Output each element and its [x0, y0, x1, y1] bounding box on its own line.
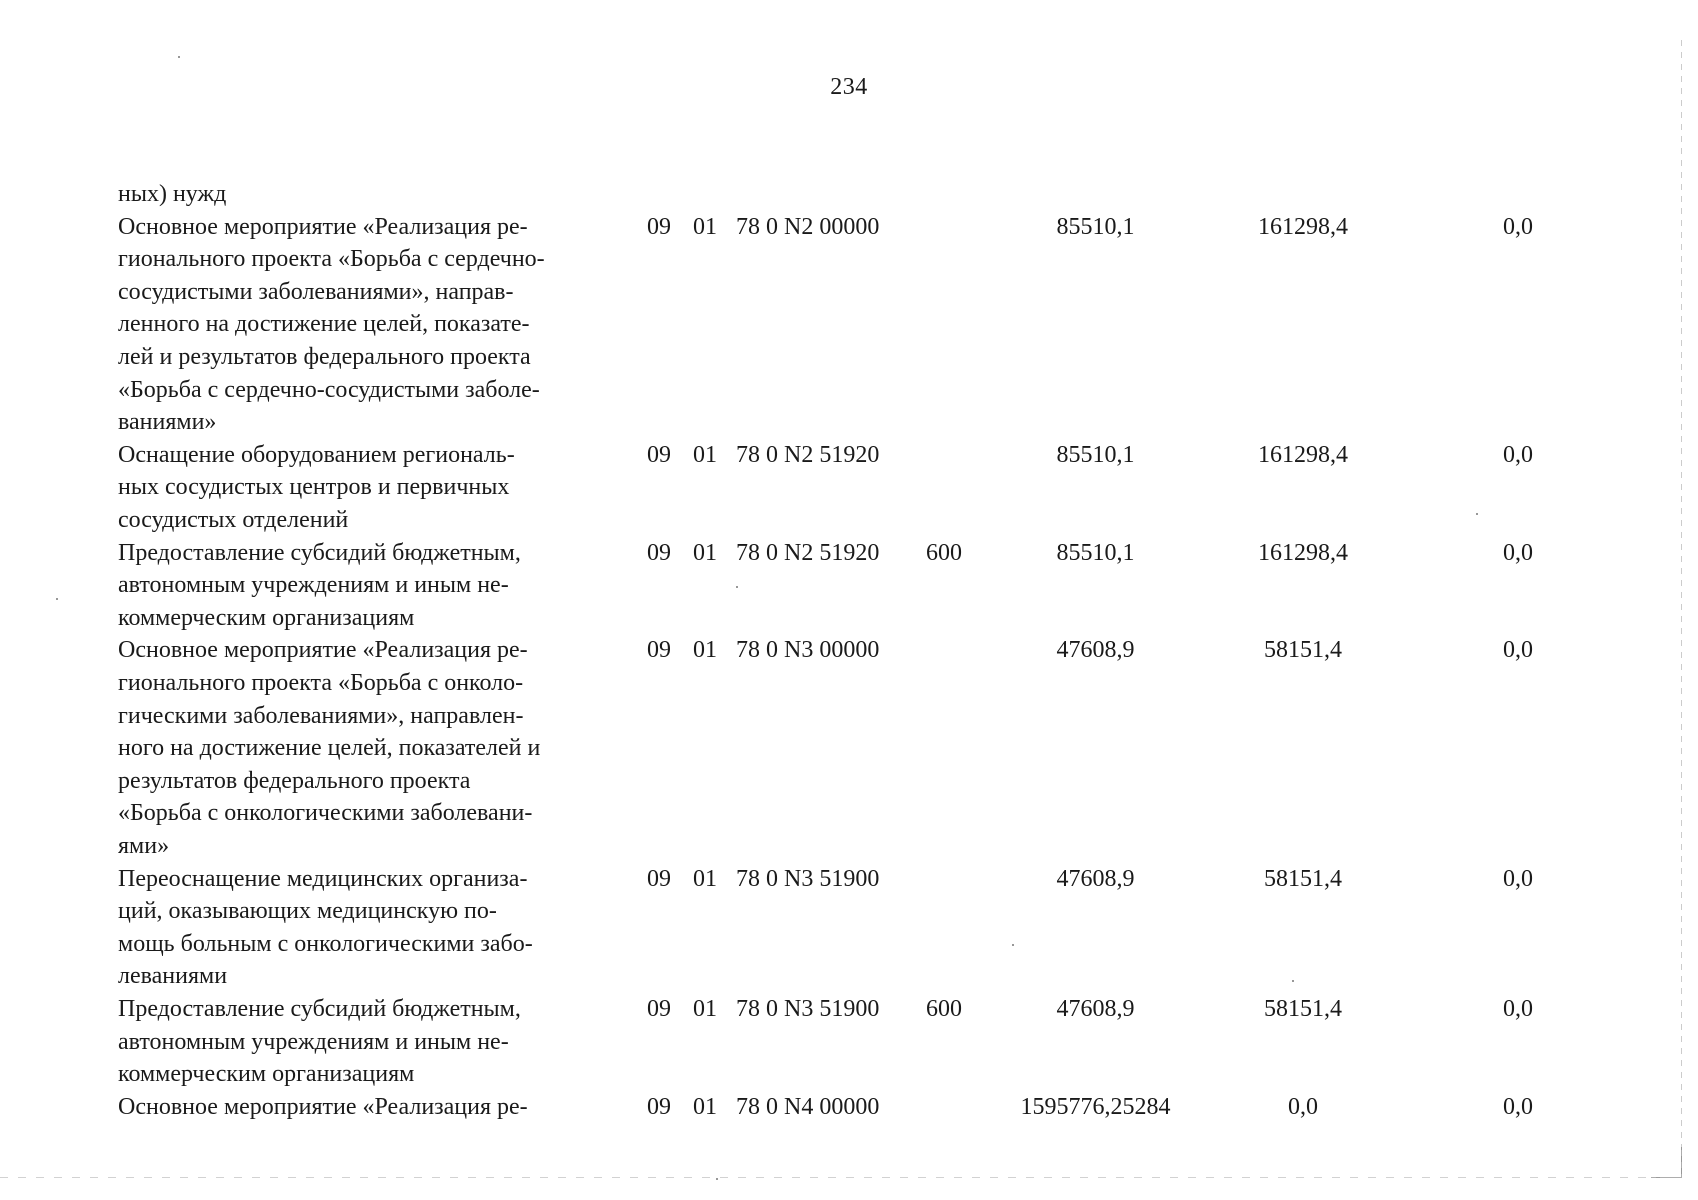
row-description — [118, 863, 626, 993]
amount-year-2: 58151,4 — [1264, 865, 1342, 892]
section-code: 09 — [647, 1093, 671, 1120]
scan-speck — [1292, 980, 1294, 982]
scan-corner-mark — [1651, 1147, 1682, 1178]
description-line: сосудистых отделений — [118, 506, 349, 533]
section-code: 09 — [647, 213, 671, 240]
description-line: Предоставление субсидий бюджетным, — [118, 996, 521, 1022]
amount-year-1: 47608,9 — [1056, 637, 1135, 664]
scan-speck — [178, 56, 180, 58]
description-line: гическими заболеваниями», направлен- — [118, 702, 524, 729]
amount-year-3: 0,0 — [1503, 441, 1533, 468]
amount-year-2: 0,0 — [1288, 1093, 1318, 1120]
amount-year-3: 0,0 — [1503, 1093, 1533, 1120]
description-line: леваниями — [118, 963, 228, 990]
scan-speck — [716, 1178, 718, 1180]
description-line: «Борьба с сердечно-сосудистыми заболе- — [118, 376, 540, 403]
target-article-code: 78 0 N2 51920 — [736, 441, 880, 468]
amount-year-2: 58151,4 — [1264, 637, 1342, 664]
description-line: лей и результатов федерального проекта — [118, 343, 531, 370]
description-line: результатов федерального проекта — [118, 767, 471, 794]
description-line: ных сосудистых центров и первичных — [118, 474, 510, 501]
description-line: ций, оказывающих медицинскую по- — [118, 898, 497, 925]
row-description — [118, 1091, 626, 1124]
description-line: Основное мероприятие «Реализация ре- — [118, 1093, 528, 1120]
target-article-code: 78 0 N4 00000 — [736, 1093, 880, 1120]
amount-year-2: 161298,4 — [1258, 213, 1348, 240]
row-description — [118, 178, 626, 211]
description-line: Предоставление субсидий бюджетным, — [118, 539, 521, 566]
description-line: Переоснащение медицинских организа- — [118, 865, 528, 892]
description-line: ных) нужд — [118, 181, 227, 207]
amount-year-2: 58151,4 — [1264, 996, 1342, 1022]
subsection-code: 01 — [693, 865, 717, 892]
amount-year-3: 0,0 — [1503, 539, 1533, 566]
amount-year-1: 85510,1 — [1056, 441, 1135, 468]
section-code: 09 — [647, 441, 671, 468]
scan-speck — [1476, 513, 1478, 515]
amount-year-3: 0,0 — [1503, 865, 1533, 892]
section-code: 09 — [647, 637, 671, 664]
amount-year-1: 85510,1 — [1056, 539, 1135, 566]
page-number: 234 — [830, 74, 868, 100]
amount-year-3: 0,0 — [1503, 213, 1533, 240]
description-line: гионального проекта «Борьба с онколо- — [118, 669, 524, 696]
subsection-code: 01 — [693, 213, 717, 240]
target-article-code: 78 0 N3 51900 — [736, 996, 880, 1022]
target-article-code: 78 0 N2 51920 — [736, 539, 880, 566]
section-code: 09 — [647, 996, 671, 1022]
description-line: автономным учреждениям и иным не- — [118, 572, 509, 599]
amount-year-3: 0,0 — [1503, 996, 1533, 1022]
section-code: 09 — [647, 865, 671, 892]
description-line: «Борьба с онкологическими заболевани- — [118, 800, 533, 827]
expense-type-code: 600 — [926, 996, 962, 1022]
row-description — [118, 993, 626, 1091]
amount-year-1: 47608,9 — [1056, 865, 1135, 892]
target-article-code: 78 0 N3 51900 — [736, 865, 880, 892]
description-line: ленного на достижение целей, показате- — [118, 311, 530, 338]
description-line: гионального проекта «Борьба с сердечно- — [118, 246, 545, 273]
row-description — [118, 634, 626, 862]
description-line: ями» — [118, 832, 170, 859]
section-code: 09 — [647, 539, 671, 566]
row-description — [118, 537, 626, 635]
description-line: коммерческим организациям — [118, 1061, 415, 1088]
target-article-code: 78 0 N3 00000 — [736, 637, 880, 664]
description-line: сосудистыми заболеваниями», направ- — [118, 278, 514, 305]
amount-year-3: 0,0 — [1503, 637, 1533, 664]
description-line: Основное мероприятие «Реализация ре- — [118, 213, 528, 240]
scan-edge-right — [1681, 40, 1682, 1180]
amount-year-2: 161298,4 — [1258, 441, 1348, 468]
expense-type-code: 600 — [926, 539, 962, 566]
description-line: коммерческим организациям — [118, 604, 415, 631]
amount-year-1: 47608,9 — [1056, 996, 1135, 1022]
description-line: автономным учреждениям и иным не- — [118, 1028, 509, 1055]
row-description — [118, 211, 626, 439]
subsection-code: 01 — [693, 637, 717, 664]
scan-speck — [736, 586, 738, 588]
description-line: Основное мероприятие «Реализация ре- — [118, 637, 528, 664]
subsection-code: 01 — [693, 1093, 717, 1120]
subsection-code: 01 — [693, 441, 717, 468]
scan-speck — [1012, 944, 1014, 946]
amount-year-2: 161298,4 — [1258, 539, 1348, 566]
subsection-code: 01 — [693, 996, 717, 1022]
amount-year-1: 85510,1 — [1056, 213, 1135, 240]
row-description — [118, 439, 626, 537]
description-line: ваниями» — [118, 409, 217, 436]
description-line: ного на достижение целей, показателей и — [118, 735, 541, 762]
description-line: Оснащение оборудованием региональ- — [118, 441, 515, 468]
scan-speck — [56, 598, 58, 600]
target-article-code: 78 0 N2 00000 — [736, 213, 880, 240]
scan-edge-bottom — [0, 1177, 1660, 1178]
description-line: мощь больным с онкологическими забо- — [118, 930, 533, 957]
subsection-code: 01 — [693, 539, 717, 566]
amount-year-1: 1595776,25284 — [1020, 1093, 1171, 1120]
